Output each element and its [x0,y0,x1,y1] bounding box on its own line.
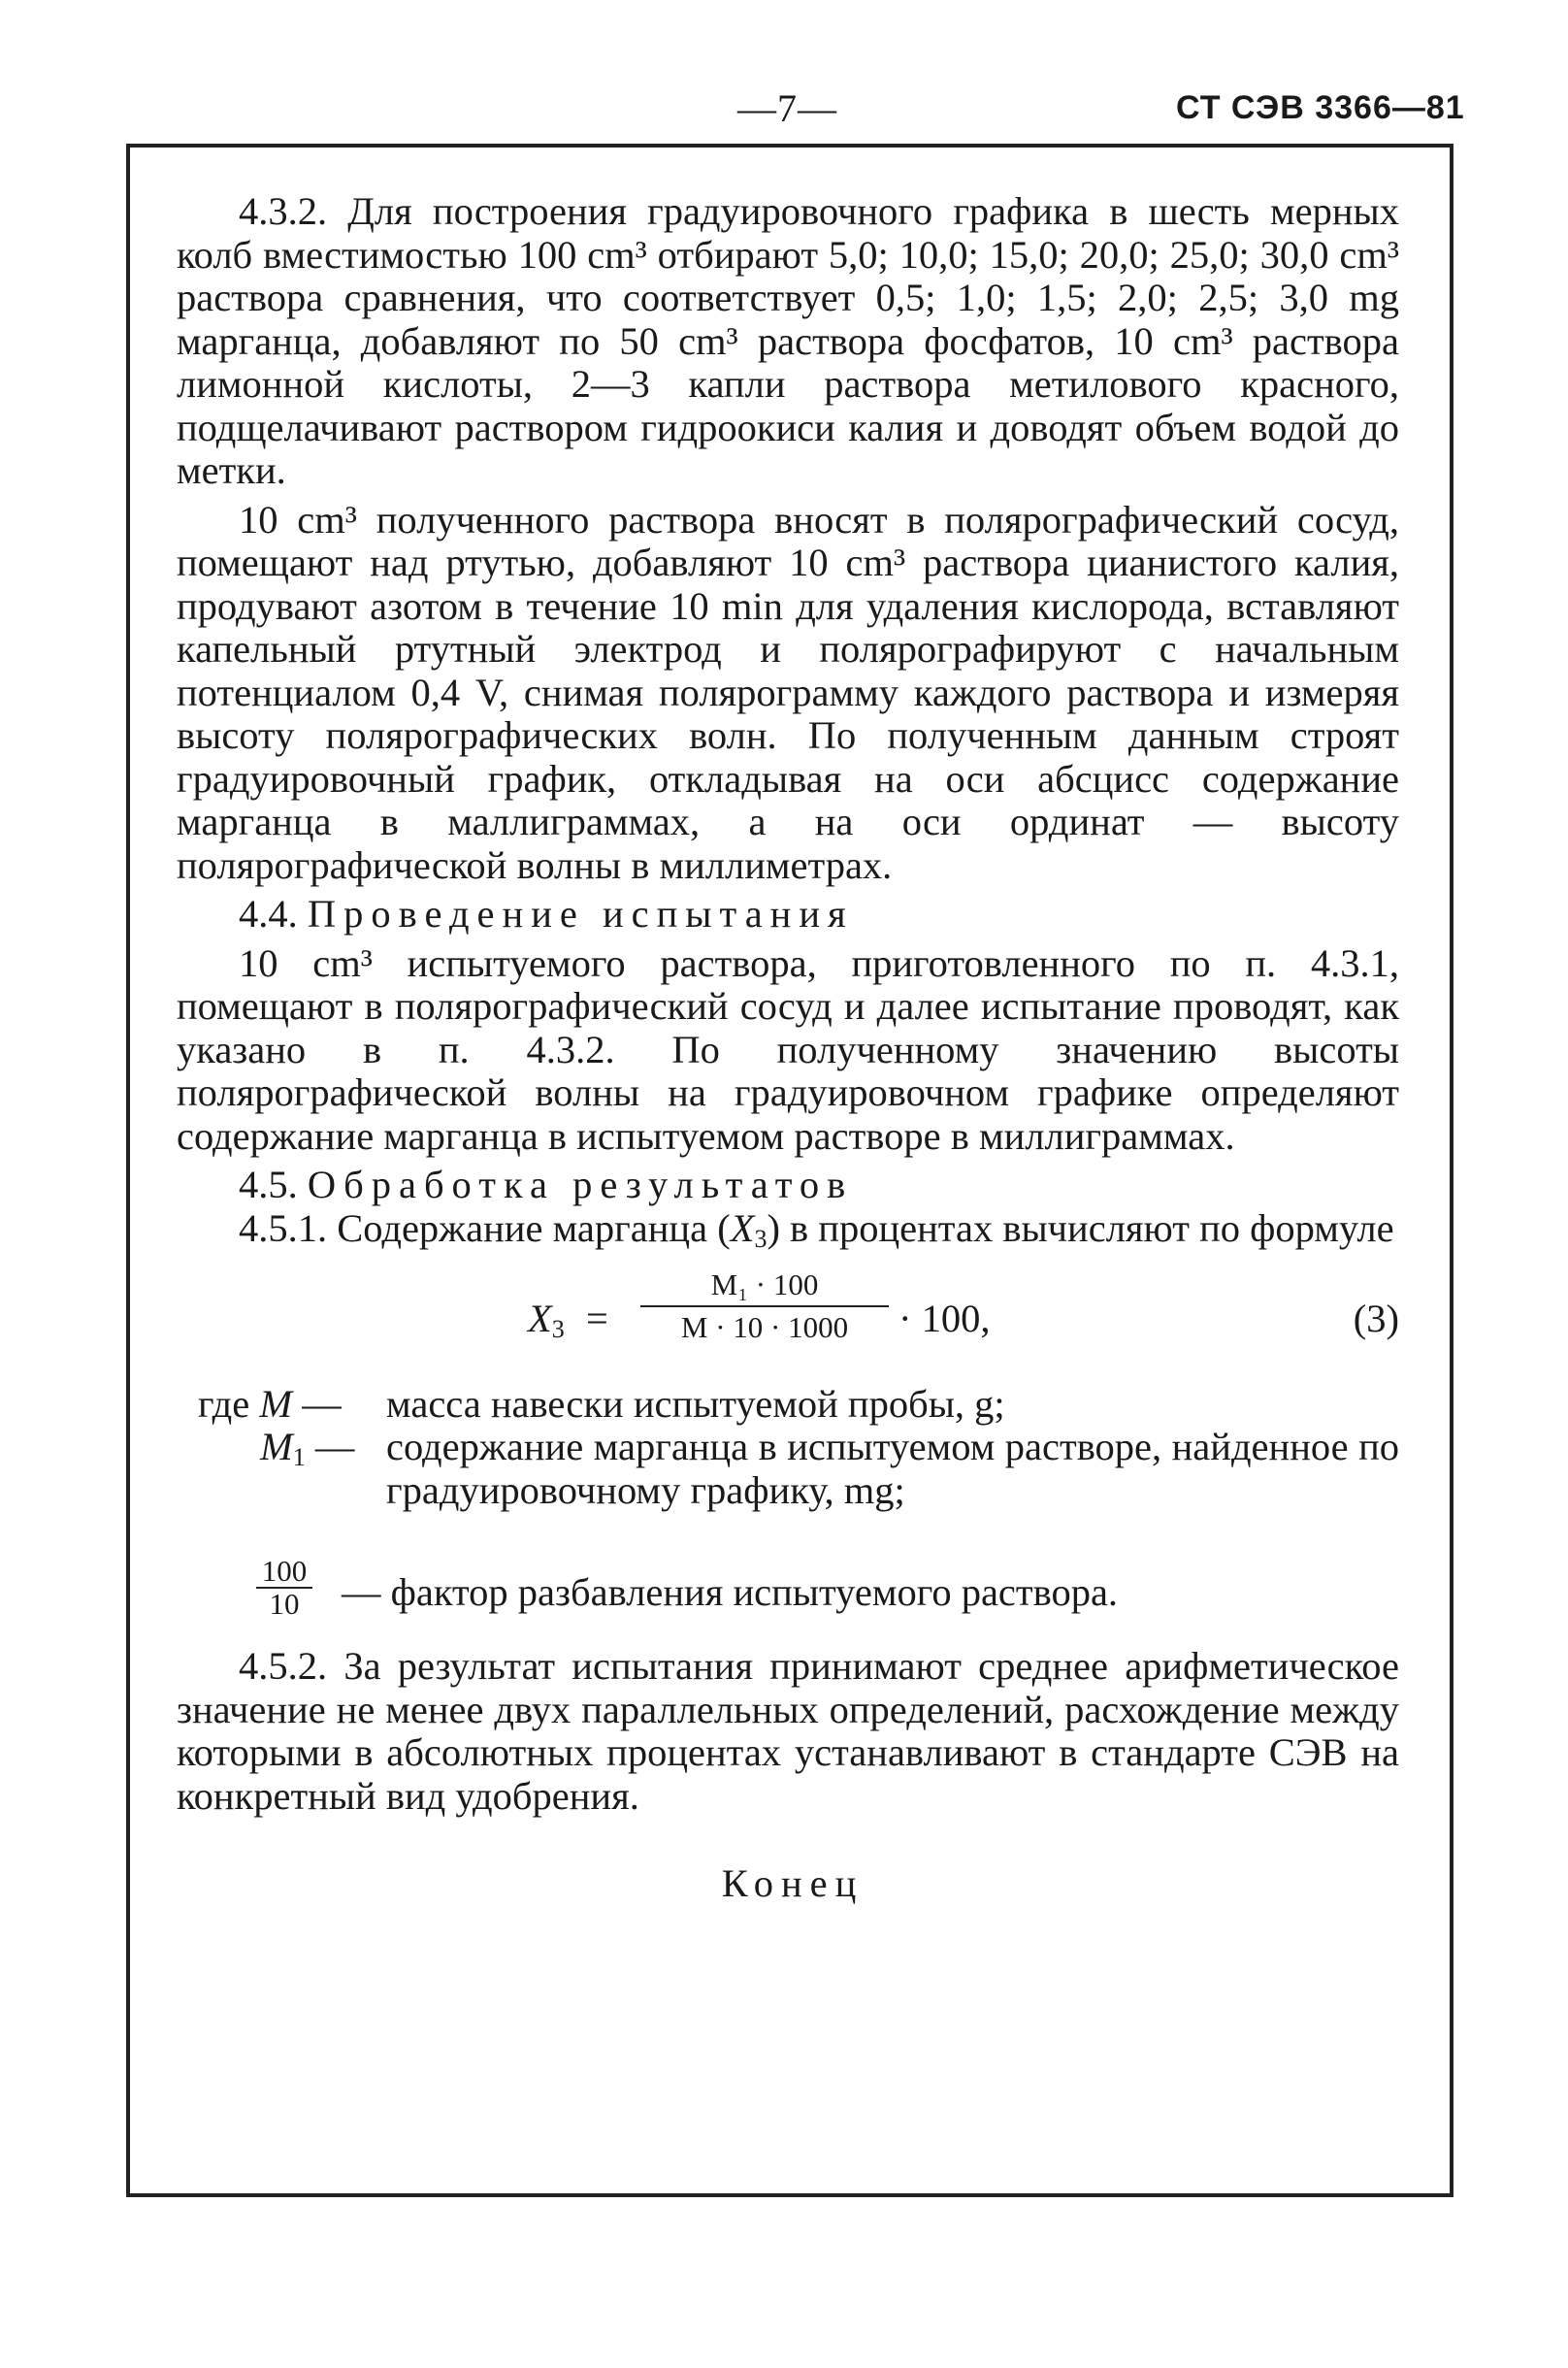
where-desc-m: масса навески испытуемой пробы, g; [386,1382,1005,1426]
formula-denominator: M · 10 · 1000 [680,1310,849,1344]
variable-x-subscript: 3 [754,1224,768,1253]
where-var-m1-subscript: 1 [292,1443,306,1471]
heading-4-5-title: Обработка результатов [307,1163,854,1206]
formula-lhs-subscript: 3 [551,1315,565,1343]
standard-code: СТ СЭВ 3366—81 [1176,89,1465,126]
where-var-m: M [259,1382,293,1426]
where-dash: — [305,1425,355,1468]
paragraph-4-5-1-post: ) в процентах вычисляют по формуле [767,1205,1394,1250]
page-number: —7— [737,86,837,130]
formula-3 [177,1268,1399,1377]
paragraph-4-5-1-pre: 4.5.1. Содержание марганца ( [239,1205,731,1250]
factor-numerator: 100 [261,1554,308,1588]
formula-numerator: M₁ · 100 [710,1267,819,1301]
formula-fraction [640,1268,889,1344]
paragraph-4-3-2: 4.3.2. Для построения градуировочного графика в шесть мерных колб вместимостью 100 cm³ отбирают 5,0; 10,0; 15,0; 20,0; 25,0; 30,0 cm³ раствора сравнения, что соответствует 0,5; 1,0; 1,5; 2,0; 2,5; 3,0 mg марганца, добавляют по 50 cm³ раствора фосфатов, 10 cm³ раствора лимонной кислоты, 2—3 капли раствора метилового красного, подщелачивают раствором гидроокиси калия и доводят объем водой до метки. [177,189,1399,492]
heading-4-4-number: 4.4. [239,892,298,936]
where-item-factor [177,1556,1399,1645]
heading-4-5-number: 4.5. [239,1163,298,1206]
where-var-m1: M [260,1425,293,1468]
variable-x: X [730,1205,755,1250]
heading-4-4 [177,893,1399,937]
heading-4-5 [177,1164,1399,1207]
where-list [177,1383,1399,1556]
factor-denominator: 10 [256,1587,312,1620]
paragraph-4-5-2: 4.5.2. За результат испытания принимают среднее арифметическое значение не менее двух параллельных определений, расхождение между которыми в абсолютных процентах устанавливают в стандарте СЭВ на конкретный вид удобрения. [177,1644,1399,1818]
document-body [177,190,1399,1906]
end-marker: Конец [721,1861,865,1905]
paragraph-4-3-2-continued: 10 cm³ полученного раствора вносят в полярографический сосуд, помещают над ртутью, добавляют 10 cm³ раствора цианистого калия, продувают азотом в течение 10 min для удаления кислорода, вставляют капельный ртутный электрод и полярографируют с начальным потенциалом 0,4 V, снимая полярограмму каждого раствора и измеряя высоту полярографических волн. По полученным данным строят градуировочный график, откладывая на оси абсцисс содержание марганца в маллиграммах, а на оси ординат — высоту полярографической волны в миллиметрах. [177,497,1399,887]
where-desc-m1: содержание марганца в испытуемом растворе, найденное по градуировочному графику, mg; [386,1425,1399,1512]
formula-equals: = [586,1297,608,1340]
heading-4-4-title: Проведение испытания [307,892,854,936]
formula-lhs [528,1298,565,1352]
factor-desc: — фактор разбавления испытуемого раствора. [342,1570,1119,1614]
where-dash: — [292,1382,342,1426]
paragraph-4-4: 10 cm³ испытуемого раствора, приготовленного по п. 4.3.1, помещают в полярографический сосуд и далее испытание проводят, как указано в п. 4.3.2. По полученному значению высоты полярографической волны на градуировочном графике определяют содержание марганца в испытуемом растворе в миллиграммах. [177,940,1399,1158]
where-key-m1 [260,1426,354,1480]
where-prefix: где [198,1382,260,1426]
where-key-m [198,1383,342,1427]
formula-number: (3) [1353,1297,1399,1340]
formula-rhs: · 100, [898,1297,991,1340]
formula-lhs-var: X [528,1297,552,1340]
factor-fraction [256,1556,312,1620]
paragraph-4-5-1 [177,1207,1399,1262]
